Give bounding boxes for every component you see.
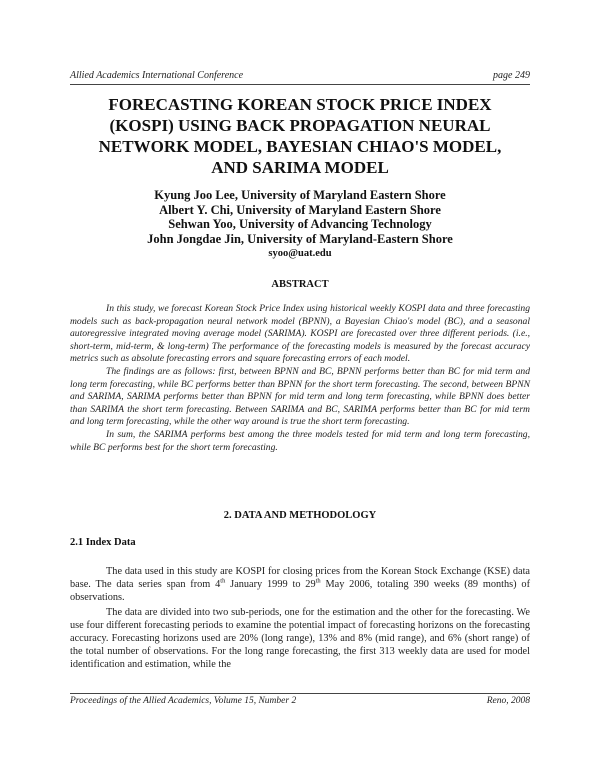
- subsection-heading: 2.1 Index Data: [70, 537, 136, 548]
- abstract-paragraph: The findings are as follows: first, between BPNN and BC, BPNN performs better than BC for mid term and long term forecasting, while BC performs better than BPNN for the short term forecasting. The second, between BPNN and SARIMA, SARIMA performs better than BPNN for mid term and long term forecasting, while BPNN does better than SARIMA the short term forecasting. Between SARIMA and BC, SARIMA performs better than BC for mid term and long term forecasting, while the other way around is true the short term forecasting.: [70, 365, 530, 428]
- section-body: [70, 565, 530, 673]
- author-line: John Jongdae Jin, University of Maryland-Eastern Shore: [147, 231, 453, 246]
- title-line: FORECASTING KOREAN STOCK PRICE INDEX: [108, 95, 492, 114]
- abstract-paragraph: In this study, we forecast Korean Stock Price Index using historical weekly KOSPI data and three forecasting models such as back-propagation neural network model (BPNN), a Bayesian Chiao's model (BC), and a seasonal autoregressive integrated moving average model (SARIMA). KOSPI are forecasted over three different periods. (i.e., short-term, mid-term, & long-term) The performance of the forecasting models is measured by the forecast accuracy metrics such as absolute forecasting errors and square forecasting errors of each model.: [70, 303, 530, 365]
- abstract-paragraph: In sum, the SARIMA performs best among the three models tested for mid term and long term forecasting, while BC performs best for the short term forecasting.: [70, 428, 530, 453]
- header-divider: [70, 84, 530, 85]
- page-number: page 249: [493, 70, 530, 81]
- author-line: Kyung Joo Lee, University of Maryland Eastern Shore: [154, 188, 446, 202]
- body-paragraph: The data are divided into two sub-periods, one for the estimation and the other for the forecasting. We use four different forecasting periods to examine the potential impact of forecasting horizons on the forecasting accuracy. Forecasting horizons used are 20% (long range), 13% and 8% (mid range), and 6% (short range) of the total number of observations. For the long range forecasting, the first 313 weekly data are used for model identification and estimation, while the: [70, 606, 530, 671]
- body-paragraph: The data used in this study are KOSPI for closing prices from the Korean Stock Exchange (KSE) data base. The data series span from 4th January 1999 to 29th May 2006, totaling 390 weeks (89 months) of observations.: [70, 566, 531, 604]
- title-line: NETWORK MODEL, BAYESIAN CHIAO'S MODEL,: [98, 137, 502, 156]
- footer-divider: [70, 693, 530, 694]
- abstract-body: [70, 303, 530, 454]
- author-list: [70, 188, 530, 262]
- conference-name: Allied Academics International Conference: [70, 70, 244, 81]
- author-line: Albert Y. Chi, University of Maryland Eastern Shore: [159, 202, 441, 217]
- running-footer: [70, 696, 530, 710]
- running-header: [70, 70, 530, 84]
- author-email: syoo@uat.edu: [268, 248, 332, 259]
- abstract-heading: ABSTRACT: [271, 279, 329, 290]
- conference-location: Reno, 2008: [486, 696, 530, 706]
- section-heading: 2. DATA AND METHODOLOGY: [223, 510, 377, 521]
- proceedings-citation: Proceedings of the Allied Academics, Volume 15, Number 2: [70, 696, 297, 706]
- paper-title: [70, 94, 530, 178]
- title-line: (KOSPI) USING BACK PROPAGATION NEURAL: [109, 116, 491, 135]
- author-line: Sehwan Yoo, University of Advancing Technology: [168, 217, 432, 231]
- title-line: AND SARIMA MODEL: [211, 158, 389, 177]
